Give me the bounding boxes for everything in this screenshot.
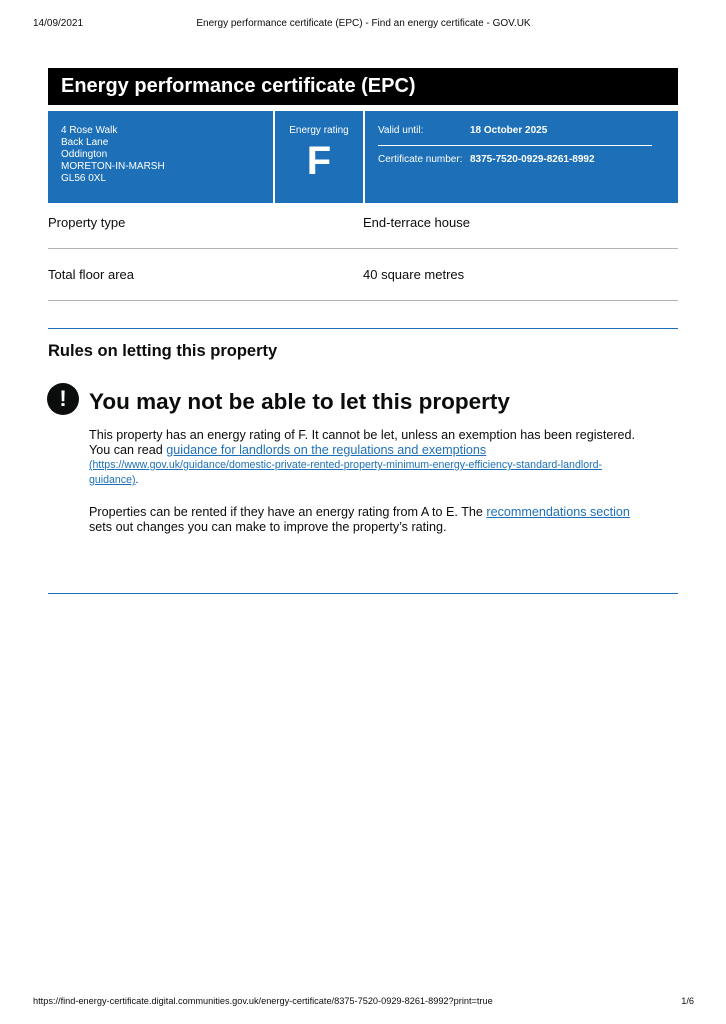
warning-heading: You may not be able to let this property — [89, 389, 510, 414]
address-line: 4 Rose Walk — [61, 125, 118, 136]
address-line: GL56 0XL — [61, 173, 107, 184]
address-line: Oddington — [61, 149, 108, 160]
energy-rating-value: F — [306, 139, 332, 183]
rentable-statement: Properties can be rented if they have an energy rating from A to E. The — [89, 505, 487, 519]
recommendations-statement: sets out changes you can make to improve the property’s rating. — [89, 520, 447, 534]
full-stop: . — [135, 474, 139, 486]
address-line: Back Lane — [61, 137, 109, 148]
floor-area-label: Total floor area — [48, 267, 134, 282]
energy-rating-label: Energy rating — [289, 125, 349, 136]
page-number: 1/6 — [681, 996, 694, 1006]
print-footer-url: https://find-energy-certificate.digital.communities.gov.uk/energy-certificate/8375-7520-0929-8261-8992?print=true — [33, 996, 493, 1006]
print-header — [33, 17, 694, 31]
guidance-url-line — [89, 473, 679, 488]
guidance-intro: You can read — [89, 443, 167, 457]
landlord-guidance-link[interactable]: guidance for landlords on the regulations and exemptions — [166, 443, 487, 457]
guidance-url[interactable]: (https://www.gov.uk/guidance/domestic-private-rented-property-minimum-energy-efficiency-standard-landlord- — [89, 459, 603, 471]
warning-icon: ! — [47, 383, 79, 415]
address-line: MORETON-IN-MARSH — [61, 161, 165, 172]
recommendations-link[interactable]: recommendations section — [486, 505, 630, 519]
floor-area-value: 40 square metres — [363, 267, 465, 282]
certificate-number-value: 8375-7520-0929-8261-8992 — [470, 154, 595, 165]
floor-area-row — [48, 255, 678, 301]
summary-divider — [363, 111, 365, 203]
section-divider — [48, 328, 678, 329]
certificate-separator — [378, 145, 652, 146]
print-header-date: 14/09/2021 — [33, 18, 84, 29]
valid-until-label: Valid until: — [378, 125, 424, 136]
recommendations-paragraph — [89, 505, 679, 535]
property-address — [61, 125, 165, 185]
property-type-value: End-terrace house — [363, 215, 470, 230]
property-type-label: Property type — [48, 215, 126, 230]
print-header-title: Energy performance certificate (EPC) - Find an energy certificate - GOV.UK — [196, 18, 531, 29]
valid-until-value: 18 October 2025 — [470, 125, 548, 136]
section-divider — [48, 593, 678, 594]
certificate-summary — [48, 111, 678, 203]
property-type-row — [48, 203, 678, 249]
letting-rules-paragraph — [89, 428, 679, 488]
rules-heading: Rules on letting this property — [48, 342, 278, 360]
print-footer — [33, 994, 694, 1008]
guidance-line — [89, 443, 679, 458]
rentable-line — [89, 505, 679, 520]
guidance-url-line — [89, 458, 679, 473]
rating-statement: This property has an energy rating of F. It cannot be let, unless an exemption has been registered. — [89, 428, 636, 442]
page-title: Energy performance certificate (EPC) — [48, 68, 678, 105]
certificate-number-label: Certificate number: — [378, 154, 463, 165]
guidance-url-end[interactable]: guidance) — [89, 474, 136, 486]
